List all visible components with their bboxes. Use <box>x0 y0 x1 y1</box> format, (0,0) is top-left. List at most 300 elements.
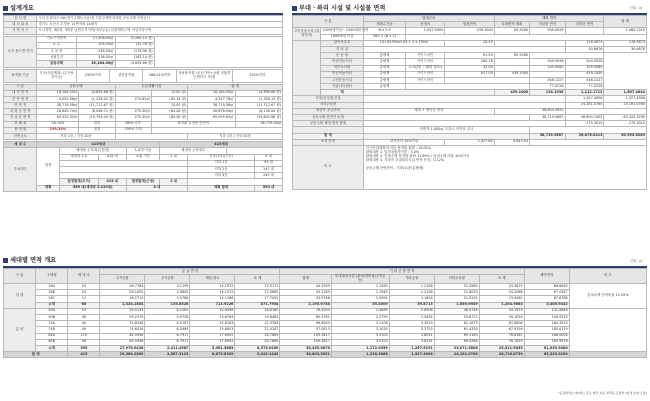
unit-total-cell: 65,320.3290 <box>524 352 569 358</box>
unit-subhead: 주거공용 <box>145 275 190 284</box>
bldg-blank <box>115 134 188 140</box>
unit-area-unit: 단위 : ㎡ <box>630 259 643 263</box>
unit-cell: 144.4315 <box>524 314 569 320</box>
area-value: 65,595.62㎡ <box>188 115 235 121</box>
land-item-label: 도 로 <box>37 42 76 48</box>
amenity-cell: 439.1000 <box>494 71 529 77</box>
households-total: 415세대 <box>160 142 283 148</box>
amenity-total: 1,112.1712 <box>565 90 604 96</box>
land-item-pyeong: (176.96 평) <box>115 48 154 54</box>
amenity-cell: 91.50 <box>445 53 495 59</box>
area-value: 4,052.96㎡ <box>37 96 79 102</box>
amenity-cell: 935.6059 <box>530 28 565 34</box>
amenity-cell: 33.00 <box>445 65 495 71</box>
unit-cell: 58 <box>68 339 100 345</box>
unit-cell: 59.2279 <box>100 314 145 320</box>
unit-cell: 119 <box>68 333 100 339</box>
unit-cell: 43.9766 <box>280 296 331 302</box>
info-value: 도시지역, 제2종, 제3종 일반주거지역(대상공유) 특별계획구역 사업지정구역 <box>37 28 283 34</box>
amenity-item: 주민운동시설 <box>321 77 363 83</box>
unit-cell: 24.2088 <box>479 290 524 296</box>
parking-total: 계획 합계 <box>188 185 255 191</box>
unit-cell: 21.8053 <box>434 290 479 296</box>
unit-cell: 59.8715 <box>389 302 434 308</box>
unit-subhead: 부대복리시설 (관리/경비실/주민공동) <box>331 275 389 284</box>
coverage-legal-value: 60% 이하 <box>115 121 151 127</box>
unit-cell: 1.0991 <box>331 296 389 302</box>
area-value: 4,327.78㎡ <box>188 96 235 102</box>
unit-cell: 85.0761 <box>280 314 331 320</box>
unit-type: 26C <box>36 296 68 302</box>
table-row <box>4 352 647 358</box>
unit-cell: 713.9226 <box>190 302 235 308</box>
unit-cell: 15.8803 <box>190 327 235 333</box>
amenity-grand-total: 26,876.0413 <box>565 133 604 139</box>
mech-label: 기계/전기/통신실 <box>293 96 364 102</box>
unit-cell: 23,071.3806 <box>434 345 479 351</box>
amenity-cell: N x 2.5 <box>363 28 405 34</box>
amenity-item: 어린이놀이터 <box>321 71 363 77</box>
unit-cell: 22.3356 <box>235 321 280 327</box>
amenity-cell: 총량제 <box>363 53 405 59</box>
unit-cell: 27,976.0426 <box>100 345 145 351</box>
amenity-cell: 77.0226 <box>565 84 604 90</box>
area-value: (0.00 평) <box>151 103 187 109</box>
unit-cell: 3.5103 <box>331 333 389 339</box>
unit-cell: 1.1263 <box>331 284 389 290</box>
unit-type: 74A <box>36 321 68 327</box>
amenity-item: 커뮤니티센터 <box>321 84 363 90</box>
unit-cell: 17.5171 <box>235 284 280 290</box>
unit-area-title-text: 세대별 면적 개요 <box>10 257 57 264</box>
amenity-total-label: 계 <box>321 90 363 96</box>
unit-cell: 22.4287 <box>235 327 280 333</box>
land-group-label: 토지 용도별 면적 <box>4 36 37 67</box>
parking-cell: 지하 3층 <box>188 173 255 179</box>
unit-cell: 14.1972 <box>190 284 235 290</box>
unit-cell: 17.6952 <box>190 333 235 339</box>
landscape-rule: 대지면적 15%이상 <box>363 139 444 145</box>
unit-cell: 3.5103 <box>331 339 389 345</box>
unit-cell: 67.0347 <box>524 290 569 296</box>
prod-label: 공동주택 연면적 소계 <box>293 115 364 121</box>
table-row <box>4 69 283 82</box>
unit-cell: 59.1054 <box>479 314 524 320</box>
unit-group-label: 임 대 <box>4 284 36 309</box>
land-item-label: 가로구역면적 <box>37 36 76 42</box>
unit-cell: 49 <box>68 327 100 333</box>
unit-cell: 18.8160 <box>235 308 280 314</box>
unit-cell: 164.3510 <box>524 321 569 327</box>
unit-cell: 2.6908 <box>389 308 434 314</box>
parking-total: 589 대(세대당 1.419대) <box>59 185 126 191</box>
unit-total-cell: 6,675.8329 <box>190 352 235 358</box>
bldg-label: 건축규모 <box>4 134 37 140</box>
ratio-cell: 적용용적률 (공공기여+공원 친환경인센티브 포함) <box>176 69 232 82</box>
unit-cell: 53.6772 <box>434 314 479 320</box>
households-label: 세 대 수 <box>4 142 37 148</box>
bldg-total: 지하 1층 / 지상 20층 <box>188 134 283 140</box>
parking-sum: 법정합계(근생) <box>126 179 159 185</box>
land-item-label: 공동주택 <box>37 61 76 67</box>
unit-cell: 13.8794 <box>190 314 235 320</box>
parking-cell: 93 대 <box>255 160 283 166</box>
unit-cell: 5.9728 <box>145 314 190 320</box>
unit-subhead: 합계 <box>280 275 331 284</box>
unit-cell: 84.5948 <box>100 333 145 339</box>
area-value: 38,719.58㎡ <box>188 103 235 109</box>
unit-head: 기 타 공 용 면 적 <box>280 269 524 275</box>
unit-cell: 67.8788 <box>524 296 569 302</box>
ratio-cell: 266.01%이하 <box>143 69 176 82</box>
unit-cell: 69.3183 <box>434 333 479 339</box>
unit-cell: 3.1033 <box>331 327 389 333</box>
area-value: (8,046.72 평) <box>79 109 115 115</box>
parking-cell: 지하 1층 <box>188 160 255 166</box>
parking-total: 4 대 <box>126 185 187 191</box>
parking-cell: 1대/ 기준 <box>126 154 159 160</box>
unit-head: 구 분 <box>4 269 36 284</box>
mech-value: 1,327.4906 <box>565 96 604 102</box>
area-head: 근린생활시설 <box>115 84 188 90</box>
amenity-cell: 500 + (N x 2) <box>363 34 405 40</box>
unit-cell: 3.5786 <box>145 296 190 302</box>
area-value: (11,712.67 평) <box>79 103 115 109</box>
area-label: 지 상 층 면 적 <box>4 115 37 121</box>
area-value: 16,184.00㎡ <box>188 90 235 96</box>
amenity-table <box>292 15 647 190</box>
unit-cell: 3.1108 <box>331 321 389 327</box>
area-head: 합 계 <box>188 84 283 90</box>
unit-cell: 19.8482 <box>235 314 280 320</box>
far-legal-label: 법정 <box>79 127 115 133</box>
amenity-cell: 180.18 <box>445 59 495 65</box>
unit-cell: 24.7869 <box>235 339 280 345</box>
prod-cell: 38,719.5867 <box>530 115 565 121</box>
unit-cell: 69.4346 <box>434 339 479 345</box>
unit-cell: 14.1972 <box>190 290 235 296</box>
unit-cell: 2.3492 <box>389 314 434 320</box>
parking-cell: 지하 2층 <box>188 166 255 172</box>
unit-cell: 97.0813 <box>280 327 331 333</box>
amenity-cell: 10+(N-50)x0.05 = 2 x 100㎡ <box>363 40 444 46</box>
ratio-cell: 230%이하 <box>76 69 109 82</box>
amenity-cell: 가이드라인 <box>406 71 445 77</box>
unit-cell: 2.2790 <box>331 314 389 320</box>
notes-label: 비 고 <box>293 145 364 189</box>
unit-total-cell: 1,327.4906 <box>389 352 434 358</box>
amenity-item: 관리사무소 <box>321 40 363 46</box>
area-value: (8,130.00 평) <box>235 109 282 115</box>
area-value: 65,320.32㎡ <box>37 115 79 121</box>
area-value: (83.28 평) <box>151 115 187 121</box>
amenity-panel <box>292 15 647 190</box>
parking-cell: 세대당 주차대수 <box>160 148 227 154</box>
prod-cell: 세대 + 계단실 면적 <box>363 108 494 114</box>
unit-cell: 17.7052 <box>235 296 280 302</box>
unit-group-note <box>569 308 646 351</box>
table-row <box>4 185 283 191</box>
unit-cell: 3.3619 <box>389 321 434 327</box>
table-row <box>4 28 283 34</box>
unit-cell: 24.7869 <box>235 333 280 339</box>
amenity-cell: 176.5673 <box>604 40 647 46</box>
amenity-item: 작은도서관 <box>321 65 363 71</box>
unit-cell: 12 <box>68 296 100 302</box>
amenity-cell: 총량제 <box>363 65 405 71</box>
unit-cell: 17.6952 <box>190 339 235 345</box>
far-area-label: 용적률 산정용 연면적 <box>151 121 235 127</box>
amenity-cell: 30.6676 <box>565 46 604 52</box>
unit-area-table <box>3 268 647 358</box>
parking-cell: 세대당 주차대수(법정) <box>59 148 126 154</box>
unit-cell: 61.1879 <box>434 321 479 327</box>
unit-cell: 61.4330 <box>434 327 479 333</box>
unit-cell: 2,411.4587 <box>145 345 190 351</box>
unit-cell: 76.7819 <box>479 339 524 345</box>
unit-total-cell: 1,228.3068 <box>331 352 389 358</box>
info-label: 대 지 위 치 <box>4 22 37 28</box>
land-item-label: 공원부지 <box>37 55 76 61</box>
unit-cell: 6.1562 <box>145 308 190 314</box>
households-value: 415세대 <box>37 142 160 148</box>
unit-type: 소계 <box>36 302 68 308</box>
unit-cell: 96.8904 <box>280 321 331 327</box>
parking-cell: 지상(1층)(근린) <box>188 154 255 160</box>
amenity-group: 주민공동시설 (법정면적) <box>293 28 321 40</box>
note-line: 지구단위계획에 의한 용적률 완화 : 16.01% <box>365 145 432 150</box>
unit-head: 주택형 <box>36 269 68 284</box>
amenity-cell: 176.5673 <box>565 40 604 46</box>
amenity-item: 운 동 장 <box>321 53 363 59</box>
area-label: 건 축 면 적 <box>4 96 37 102</box>
unit-cell: 61,939.9480 <box>524 345 569 351</box>
amenity-cell: 548.1227 <box>530 77 565 83</box>
amenity-total: 439.1000 <box>494 90 529 96</box>
unit-cell: 67.6606 <box>479 321 524 327</box>
parking-sum: 415 대 <box>98 179 126 185</box>
unit-area-panel <box>3 268 647 395</box>
mech-label: 지하주차장 <box>293 102 364 108</box>
parking-cell: 4 대 <box>255 154 283 160</box>
unit-cell: 36 <box>68 314 100 320</box>
parking-sub: 법정 <box>37 148 59 185</box>
summary-section-title <box>3 5 34 12</box>
unit-cell: 6.5484 <box>145 327 190 333</box>
notes-body <box>363 145 646 189</box>
amenity-cell: 가이드라인 <box>406 53 445 59</box>
unit-head: 비 고 <box>569 269 646 284</box>
unit-cell: 43.2285 <box>280 290 331 296</box>
amenity-head: 합 계 <box>604 16 647 28</box>
unit-cell: 5,961.5863 <box>190 345 235 351</box>
area-value: 26,600.74㎡ <box>37 109 79 115</box>
info-value: 경기도 오산시 수청동 11번지외 14필지 <box>37 22 283 28</box>
unit-cell: 186.0004 <box>524 333 569 339</box>
amenity-cell: 85.5260 <box>494 28 529 34</box>
unit-cell: 26.1605 <box>100 290 145 296</box>
amenity-item: 경 비 실 <box>321 46 363 52</box>
amenity-item: 어린이놀이터 <box>321 59 363 65</box>
unit-cell: 48.9746 <box>434 308 479 314</box>
unit-cell: 36,435.0876 <box>280 345 331 351</box>
unit-cell: 109.3817 <box>280 333 331 339</box>
unit-cell: 40 <box>68 321 100 327</box>
unit-cell: 74.8348 <box>100 321 145 327</box>
unit-type: 59A <box>36 308 68 314</box>
area-table <box>3 84 283 141</box>
parking-cell: 세대당 1.0 <box>59 154 98 160</box>
ratio-table <box>3 69 283 83</box>
area-value: (11,712.67 평) <box>235 103 282 109</box>
coverage-legal-label: 법정 <box>79 121 115 127</box>
unit-cell: 355 <box>68 345 100 351</box>
unit-type: 84B <box>36 339 68 345</box>
landscape-label: 조경 면적 <box>293 139 364 145</box>
summary-title-text: 설계개요 <box>10 5 34 12</box>
prod-cell: 38,603.3951 <box>494 108 565 114</box>
area-value: 16,184.00㎡ <box>37 90 79 96</box>
amenity-grand-total: 65,595.6280 <box>604 133 647 139</box>
unit-type: 26B <box>36 290 68 296</box>
unit-cell: 1,204.9684 <box>479 302 524 308</box>
unit-cell: 155.8528 <box>145 302 190 308</box>
unit-cell: 6.7917 <box>145 333 190 339</box>
unit-cell: 68.6630 <box>524 284 569 290</box>
amenity-subhead: 부대면적 계획 <box>494 22 529 28</box>
unit-cell: 3.8051 <box>389 333 434 339</box>
info-value: 오산 수청지구 GH(경기주택도시공사) 기본주택단지사업 공동주택 신축공사 <box>37 16 283 22</box>
amenity-cell: 28.25 <box>445 40 495 46</box>
unit-cell: 44.2955 <box>280 284 331 290</box>
table-row <box>293 145 647 189</box>
amenity-cell: 총량제 <box>363 84 405 90</box>
far-area-value: 38,719.58㎡ <box>235 121 282 127</box>
amenity-title-text: 부대ㆍ복리 시설 및 시설물 면적 <box>299 5 386 12</box>
amenity-cell: 가이드라인 <box>406 59 445 65</box>
parking-cell: 415 대 <box>98 154 126 160</box>
land-item-pyeong: (162.14 평) <box>115 55 154 61</box>
unit-cell: 60 <box>68 302 100 308</box>
unit-cell: 54.1553 <box>479 308 524 314</box>
section-marker-icon <box>3 6 8 11</box>
unit-cell: 185.9976 <box>524 339 569 345</box>
mech-value: 1,327.4906 <box>604 96 647 102</box>
prod-cell: 26,600.7403 <box>565 115 604 121</box>
unit-cell: 1.2108 <box>389 284 434 290</box>
parking-total: 593 대 <box>255 185 283 191</box>
unit-cell: 22.0964 <box>434 284 479 290</box>
amenity-cell: 439.1000 <box>565 71 604 77</box>
parking-cell: 247 대 <box>255 166 283 172</box>
amenity-cell: 439.1000 <box>445 28 495 34</box>
unit-cell: 26.7784 <box>100 284 145 290</box>
amenity-cell: 100세대이상~ 1000세대 미만 <box>321 28 363 34</box>
area-value: (1,309.15 평) <box>235 96 282 102</box>
amenity-cell: 도서관법 시행령 별표1 <box>406 65 445 71</box>
amenity-total: 116.1936 <box>530 90 565 96</box>
amenity-cell: 77.0226 <box>530 84 565 90</box>
unit-cell: 84.5948 <box>100 339 145 345</box>
land-item-area: 16,184.00㎡ <box>76 61 115 67</box>
landscape-legal: 2,427.60 <box>445 139 495 145</box>
area-head: 공동주택 <box>37 84 115 90</box>
area-value: 38,719.58㎡ <box>37 103 79 109</box>
unit-type: 74B <box>36 327 68 333</box>
parking-total: 계획 <box>37 185 59 191</box>
land-use-table <box>3 36 283 68</box>
area-label: 지 하 층 면 적 <box>4 109 37 115</box>
amenity-cell: 30.6676 <box>604 46 647 52</box>
area-label: 연 면 적 <box>4 103 37 109</box>
area-value: (4,895.66 평) <box>235 90 282 96</box>
section-marker-icon <box>292 6 297 11</box>
unit-total-cell: 415 <box>68 352 100 358</box>
landscape-plan: 4,640.03 <box>494 139 529 145</box>
unit-total-cell: 2,567.3113 <box>145 352 190 358</box>
summary-info-table <box>3 15 283 35</box>
land-item-area: 105.00㎡ <box>76 42 115 48</box>
unit-total-cell: 26,716.8739 <box>479 352 524 358</box>
unit-area-body <box>4 284 647 358</box>
unit-cell: 24 <box>68 284 100 290</box>
area-value: (1,226.02 평) <box>79 96 115 102</box>
amenity-total: 1,607.4644 <box>604 90 647 96</box>
unit-subhead: 주거전용 <box>100 275 145 284</box>
coverage-label: 건 폐 율 <box>4 121 37 127</box>
far-legal-value: 250% 이하 <box>115 127 151 133</box>
amenity-cell: 85.5260 <box>494 53 529 59</box>
area-label: 대 지 면 적 <box>4 90 37 96</box>
unit-cell: 1,324.1854 <box>100 302 145 308</box>
unit-cell: 1,267.6191 <box>389 345 434 351</box>
unit-cell: 76.6387 <box>479 333 524 339</box>
amenity-cell: 총량제 <box>363 71 405 77</box>
unit-cell: 53 <box>68 308 100 314</box>
section-marker-icon <box>3 258 8 263</box>
table-row <box>4 134 283 140</box>
unit-cell: 132.4846 <box>524 308 569 314</box>
unit-total-cell: 24,161.0765 <box>434 352 479 358</box>
unit-total-cell: 38,603.3951 <box>280 352 331 358</box>
area-value: (4,895.66 평) <box>79 90 115 96</box>
amenity-head: 구 분 <box>293 16 364 28</box>
bldg-value: 지하 1층 / 지상 20층 <box>37 134 115 140</box>
unit-cell: 1.2108 <box>389 290 434 296</box>
amenity-grand-total: 38,719.5867 <box>530 133 565 139</box>
amenity-cell: 617.00 <box>445 71 495 77</box>
unit-cell: 2,195.9758 <box>280 302 331 308</box>
ratio-label: 용적률 기준 <box>4 69 37 82</box>
unit-subhead: 소 계 <box>235 275 280 284</box>
unit-head: 세 대 수 <box>68 269 100 284</box>
parking-cell: 2 대 <box>160 154 188 160</box>
parking-label: 주차대수 <box>4 148 37 191</box>
unit-cell: 1,172.9059 <box>331 345 389 351</box>
amenity-grand-total-label: 합 계 <box>293 133 364 139</box>
amenity-cell: 105.5080 <box>565 65 604 71</box>
area-value: (0.00 평) <box>151 90 187 96</box>
amenity-subhead: 법정면적 <box>445 22 495 28</box>
unit-cell: 165.0129 <box>524 327 569 333</box>
amenity-unit: 단위 : ㎡ <box>630 6 643 10</box>
unit-cell: 1.1828 <box>389 296 434 302</box>
unit-cell: 8,373.0450 <box>235 345 280 351</box>
unit-cell: 24 <box>68 290 100 296</box>
area-value: (19,759.40 평) <box>79 115 115 121</box>
unit-subhead: 계단,복도 <box>190 275 235 284</box>
unit-cell: 59.5133 <box>100 308 145 314</box>
